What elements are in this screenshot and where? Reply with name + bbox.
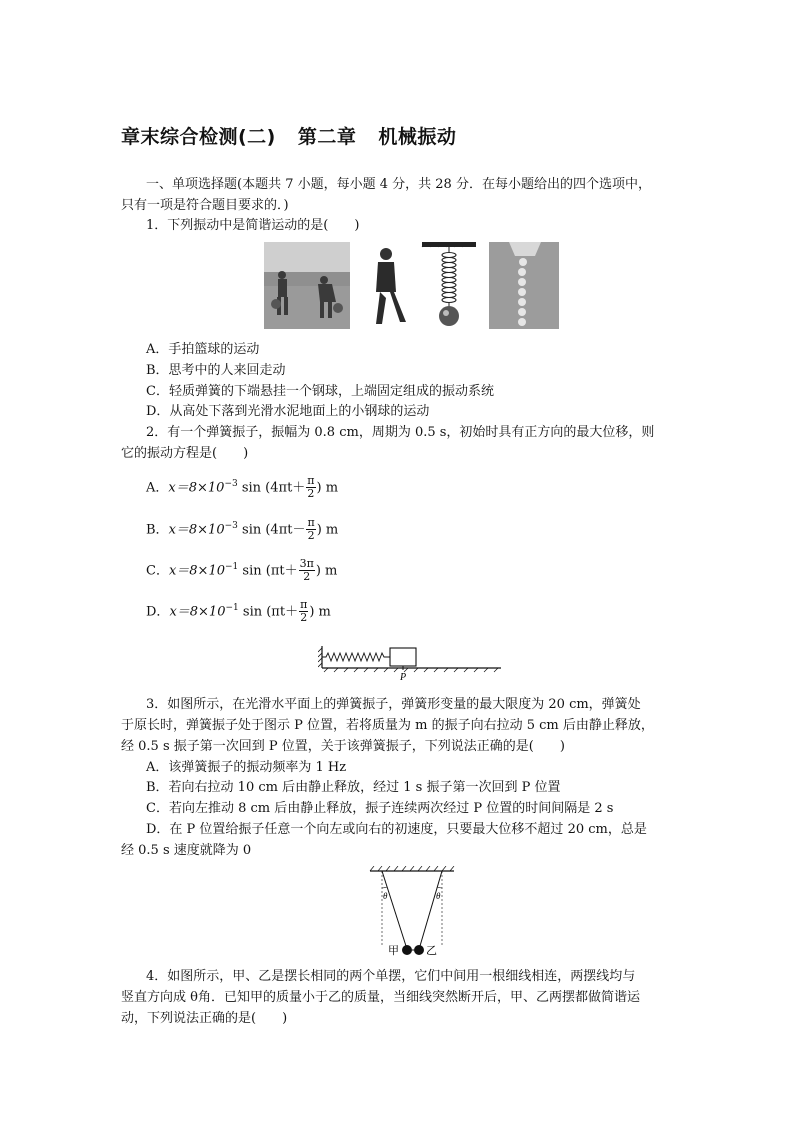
title-part2: 第二章: [297, 126, 357, 148]
q4-stem-line1: 4．如图所示，甲、乙是摆长相同的两个单摆，它们中间用一根细线相连，两摆线均与: [146, 969, 636, 984]
q2-option-a: A．$x=8\times 10^{-3}$ sin (4πt＋ $\frac{\pi}{2}$ ) m: [146, 474, 339, 501]
title-part1: 章末综合检测(二): [121, 126, 276, 148]
q2-stem-line1: 2．有一个弹簧振子，振幅为 0.8 cm，周期为 0.5 s，初始时具有正方向的最大位移，则: [146, 425, 655, 440]
double-pendulum-figure: [366, 866, 458, 958]
q3-stem-line3: 经 0.5 s 振子第一次回到 P 位置，关于该弹簧振子，下列说法正确的是( ): [121, 739, 565, 754]
pendulum-angle-left: θ: [383, 891, 388, 901]
q1-option-c: C．轻质弹簧的下端悬挂一个钢球，上端固定组成的振动系统: [146, 384, 494, 399]
q1-option-b: B．思考中的人来回走动: [146, 363, 286, 378]
pendulum-right-label: 乙: [426, 944, 437, 957]
q3-stem-line1: 3．如图所示，在光滑水平面上的弹簧振子，弹簧形变量的最大限度为 20 cm，弹簧处: [146, 697, 641, 712]
spring-pendulum-picture: [420, 242, 478, 329]
pendulum-left-label: 甲: [388, 944, 399, 957]
page-title: [121, 122, 456, 149]
walking-man-picture: [368, 242, 410, 329]
q1-option-d: D．从高处下落到光滑水泥地面上的小钢球的运动: [146, 404, 430, 419]
q3-option-a: A．该弹簧振子的振动频率为 1 Hz: [146, 760, 347, 775]
q2-option-b: B．$x=8\times 10^{-3}$ sin (4πt－ $\frac{\pi}{2}$ ) m: [146, 516, 339, 543]
pendulum-angle-right: θ: [436, 891, 441, 901]
q3-option-d-line1: D．在 P 位置给振子任意一个向左或向右的初速度，只要最大位移不超过 20 cm，总是: [146, 822, 647, 837]
basketball-photo: [264, 242, 350, 329]
q4-stem-line3: 动，下列说法正确的是( ): [121, 1011, 288, 1026]
q2-stem-line2: 它的振动方程是( ): [121, 446, 249, 461]
section-heading-line2: 只有一项是符合题目要求的．): [121, 198, 289, 213]
q3-stem-line2: 于原长时，弹簧振子处于图示 P 位置，若将质量为 m 的振子向右拉动 5 cm 后由静止释放，: [121, 718, 654, 733]
spring-oscillator-figure: [318, 644, 503, 682]
q4-stem-line2: 竖直方向成 θ角．已知甲的质量小于乙的质量，当细线突然断开后，甲、乙两摆都做简谐运: [121, 990, 640, 1005]
q2-option-c: C．$x=8\times 10^{-1}$ sin (πt＋ $\frac{3\pi}{2}$ ) m: [146, 557, 338, 584]
falling-ball-photo: [489, 242, 559, 329]
q3-option-b: B．若向右拉动 10 cm 后由静止释放，经过 1 s 振子第一次回到 P 位置: [146, 780, 561, 795]
q1-option-a: A．手拍篮球的运动: [146, 342, 260, 357]
title-part3: 机械振动: [378, 126, 457, 148]
q3-option-d-line2: 经 0.5 s 速度就降为 0: [121, 843, 252, 858]
q2-option-d: D．$x=8\times 10^{-1}$ sin (πt＋ $\frac{\pi}{2}$ ) m: [146, 598, 331, 625]
section-heading-line1: 一、单项选择题(本题共 7 小题，每小题 4 分，共 28 分．在每小题给出的四个选项中，: [146, 177, 651, 192]
q1-stem: 1．下列振动中是简谐运动的是( ): [146, 218, 360, 233]
spring-point-label: P: [400, 672, 407, 682]
q3-option-c: C．若向左推动 8 cm 后由静止释放，振子连续两次经过 P 位置的时间间隔是 2 s: [146, 801, 614, 816]
